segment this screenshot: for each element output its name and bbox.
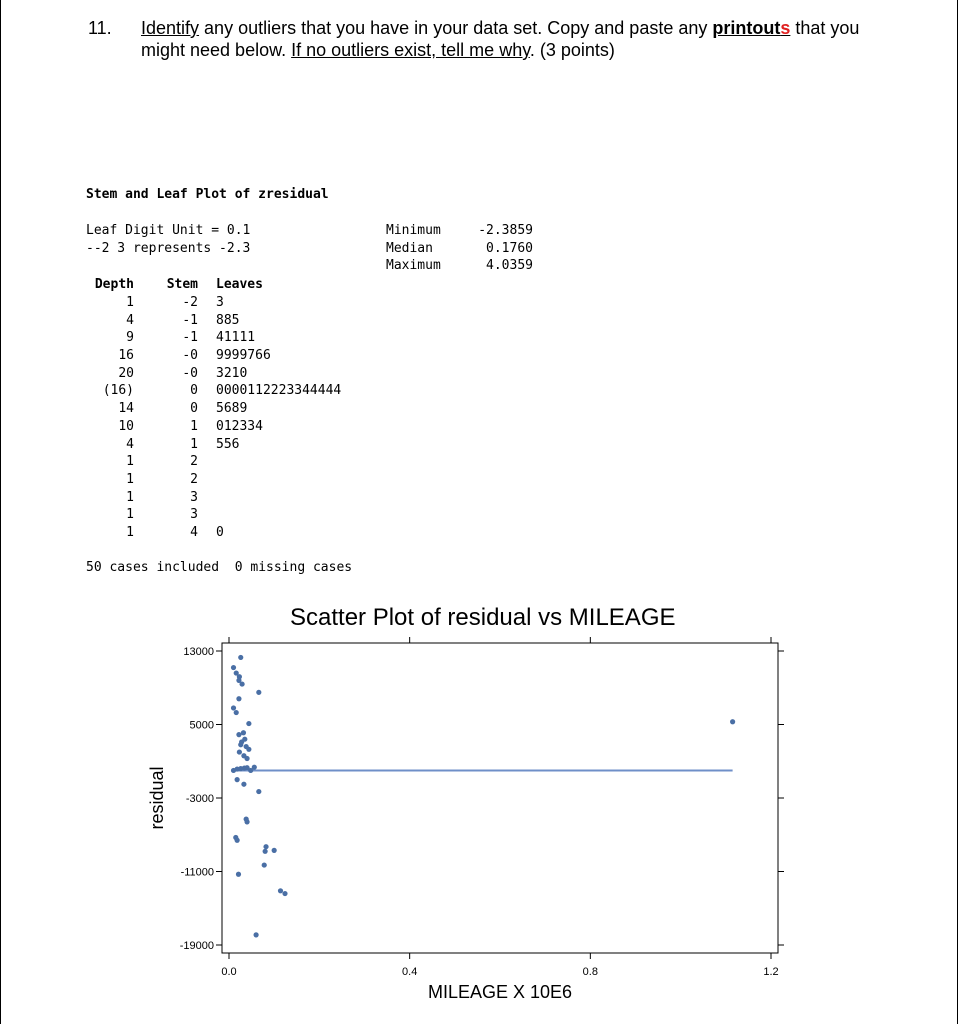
data-point xyxy=(246,747,251,752)
data-point xyxy=(730,719,735,724)
row-depth: 16 xyxy=(118,348,134,364)
row-stem: 1 xyxy=(190,436,198,452)
question-number: 11. xyxy=(88,18,112,38)
row-leaves: 5689 xyxy=(216,401,248,417)
data-point xyxy=(235,838,240,843)
data-point xyxy=(236,872,241,877)
header-stem: Stem xyxy=(166,277,198,292)
row-leaves: 0 xyxy=(216,524,224,540)
leaf-unit: Leaf Digit Unit = 0.1 xyxy=(86,223,251,238)
row-stem: 0 xyxy=(190,401,198,417)
row-depth: 1 xyxy=(126,295,134,310)
x-tick-label: 0.0 xyxy=(221,966,237,978)
printouts-stem: printout xyxy=(712,18,781,38)
data-point xyxy=(234,710,239,715)
row-depth: 9 xyxy=(126,330,134,346)
row-stem: 3 xyxy=(190,489,198,505)
row-leaves: 41111 xyxy=(216,330,256,346)
data-point xyxy=(272,848,277,853)
data-point xyxy=(235,777,240,782)
data-points xyxy=(231,655,735,938)
printouts-spellcheck-s: s xyxy=(780,18,791,38)
data-point xyxy=(236,696,241,701)
row-leaves: 0000112223344444 xyxy=(216,383,342,399)
stat-value: 0.1760 xyxy=(486,240,533,256)
cases-included: 50 cases included xyxy=(86,560,220,575)
data-point xyxy=(238,742,243,747)
row-leaves: 9999766 xyxy=(216,348,271,364)
row-stem: 2 xyxy=(190,454,198,470)
row-stem: -0 xyxy=(182,365,198,381)
header-depth: Depth xyxy=(94,277,134,292)
data-point xyxy=(263,844,268,849)
y-tick-label: -19000 xyxy=(179,940,214,952)
row-depth: 4 xyxy=(126,312,134,328)
row-depth: 1 xyxy=(126,489,134,505)
question-body: any outliers that you have in your data set. Copy and paste any xyxy=(199,18,713,38)
data-point xyxy=(256,690,261,695)
header-leaves: Leaves xyxy=(216,277,263,292)
row-depth: 1 xyxy=(126,524,134,540)
row-leaves: 3210 xyxy=(216,365,248,381)
row-stem: 1 xyxy=(190,418,198,434)
x-tick-label: 0.4 xyxy=(402,966,418,978)
row-depth: 4 xyxy=(126,436,134,452)
row-depth: 1 xyxy=(126,471,134,487)
question-body-2: that you might need below. xyxy=(141,18,860,60)
data-point xyxy=(256,789,261,794)
row-stem: -2 xyxy=(182,295,198,310)
x-tick-label: 0.8 xyxy=(582,966,598,978)
x-axis xyxy=(221,637,778,978)
data-point xyxy=(248,768,253,773)
row-stem: -1 xyxy=(182,330,198,346)
row-stem: -1 xyxy=(182,312,198,328)
y-tick-label: -3000 xyxy=(185,793,214,805)
data-point xyxy=(241,730,246,735)
data-point xyxy=(263,849,268,854)
stemleaf-title: Stem and Leaf Plot of zresidual xyxy=(86,187,329,202)
y-tick-label: 13000 xyxy=(183,646,214,658)
data-point xyxy=(236,732,241,737)
data-point xyxy=(282,891,287,896)
row-depth: 1 xyxy=(126,507,134,523)
data-point xyxy=(278,888,283,893)
missing-cases: 0 missing cases xyxy=(234,560,353,575)
row-depth: 10 xyxy=(118,418,134,434)
x-axis-label: MILEAGE X 10E6 xyxy=(427,982,573,1002)
stat-label: Minimum xyxy=(386,223,441,238)
stat-label: Median xyxy=(386,240,433,256)
row-stem: 3 xyxy=(190,507,198,523)
points-text: . (3 points) xyxy=(529,40,615,60)
row-leaves: 885 xyxy=(216,312,240,328)
leaf-represents: --2 3 represents -2.3 xyxy=(86,240,251,256)
data-point xyxy=(231,705,236,710)
data-point xyxy=(254,932,259,937)
row-leaves: 556 xyxy=(216,436,240,452)
x-tick-label: 1.2 xyxy=(763,966,779,978)
row-stem: 0 xyxy=(190,383,198,399)
data-point xyxy=(262,862,267,867)
chart-title: Scatter Plot of residual vs MILEAGE xyxy=(290,604,676,631)
stat-value: -2.3859 xyxy=(478,223,533,238)
data-point xyxy=(244,756,249,761)
stat-value: 4.0359 xyxy=(486,258,533,274)
plot-frame xyxy=(222,643,778,953)
data-point xyxy=(244,819,249,824)
row-stem: 2 xyxy=(190,471,198,487)
data-point xyxy=(237,749,242,754)
row-stem: -0 xyxy=(182,348,198,364)
row-stem: 4 xyxy=(190,524,198,540)
row-depth: 14 xyxy=(118,401,134,417)
data-point xyxy=(238,655,243,660)
row-depth: 20 xyxy=(118,365,134,381)
data-point xyxy=(246,721,251,726)
row-depth: (16) xyxy=(102,383,134,399)
y-axis-label: residual xyxy=(147,766,167,830)
data-point xyxy=(239,681,244,686)
row-depth: 1 xyxy=(126,454,134,470)
data-point xyxy=(241,782,246,787)
row-leaves: 012334 xyxy=(216,418,263,434)
y-tick-label: 5000 xyxy=(189,719,214,732)
y-tick-label: -11000 xyxy=(180,866,214,879)
y-axis xyxy=(180,646,784,952)
identify-word: Identify xyxy=(141,18,200,38)
row-leaves: 3 xyxy=(216,295,224,310)
data-point xyxy=(231,665,236,670)
no-outliers-instruction: If no outliers exist, tell me why xyxy=(291,40,530,60)
stat-label: Maximum xyxy=(386,258,441,274)
